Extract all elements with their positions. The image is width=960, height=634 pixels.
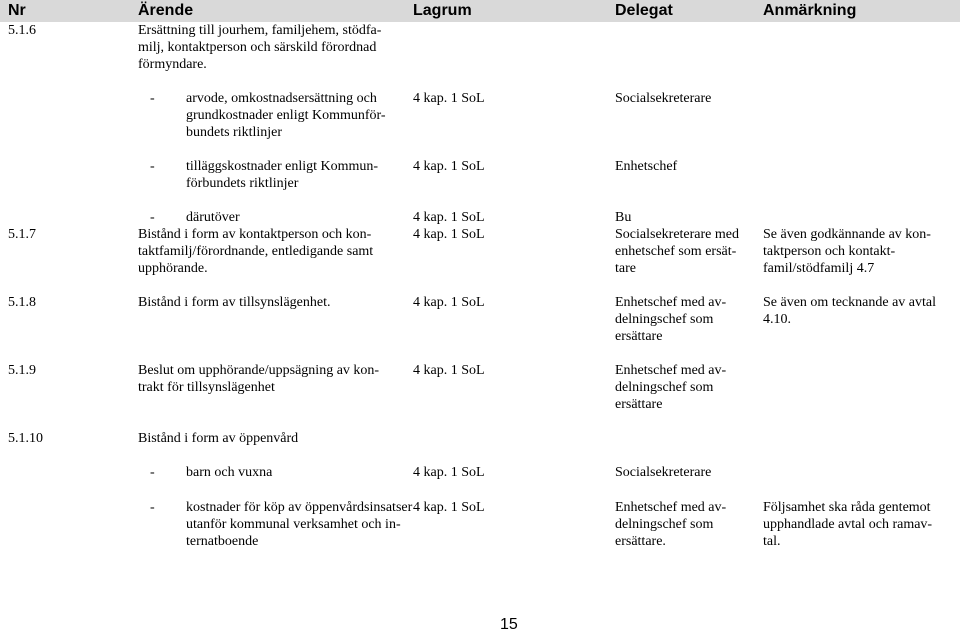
row-lagrum: 4 kap. 1 SoL bbox=[413, 465, 485, 480]
row-lagrum: 4 kap. 1 SoL bbox=[413, 210, 485, 225]
row-delegat: delningschef som bbox=[615, 517, 714, 532]
row-arende: Bistånd i form av kontaktperson och kon- bbox=[138, 227, 372, 242]
row-arende: utanför kommunal verksamhet och in- bbox=[186, 517, 401, 532]
row-delegat: ersättare. bbox=[615, 534, 666, 549]
row-lagrum: 4 kap. 1 SoL bbox=[413, 91, 485, 106]
list-dash: - bbox=[150, 159, 155, 174]
row-nr: 5.1.8 bbox=[8, 295, 36, 310]
row-delegat: enhetschef som ersät- bbox=[615, 244, 737, 259]
row-delegat: Bu bbox=[615, 210, 632, 225]
row-nr: 5.1.7 bbox=[8, 227, 36, 242]
row-nr: 5.1.6 bbox=[8, 23, 36, 38]
row-delegat: Socialsekreterare med bbox=[615, 227, 739, 242]
row-lagrum: 4 kap. 1 SoL bbox=[413, 363, 485, 378]
row-lagrum: 4 kap. 1 SoL bbox=[413, 159, 485, 174]
row-arende: bundets riktlinjer bbox=[186, 125, 283, 140]
col-header-arende: Ärende bbox=[138, 2, 194, 19]
row-anmarkning: Se även om tecknande av avtal bbox=[763, 295, 936, 310]
row-arende: förbundets riktlinjer bbox=[186, 176, 299, 191]
row-arende: barn och vuxna bbox=[186, 465, 273, 480]
row-arende: milj, kontaktperson och särskild förordnad bbox=[138, 40, 377, 55]
row-arende: grundkostnader enligt Kommunför- bbox=[186, 108, 386, 123]
list-dash: - bbox=[150, 91, 155, 106]
row-arende: därutöver bbox=[186, 210, 240, 225]
row-delegat: Socialsekreterare bbox=[615, 465, 712, 480]
row-lagrum: 4 kap. 1 SoL bbox=[413, 227, 485, 242]
row-arende: ternatboende bbox=[186, 534, 259, 549]
list-dash: - bbox=[150, 210, 155, 225]
row-nr: 5.1.9 bbox=[8, 363, 36, 378]
row-delegat: delningschef som bbox=[615, 312, 714, 327]
row-delegat: Enhetschef med av- bbox=[615, 500, 727, 515]
row-arende: Ersättning till jourhem, familjehem, stödfa- bbox=[138, 23, 382, 38]
row-nr: 5.1.10 bbox=[8, 431, 43, 446]
row-arende: kostnader för köp av öppenvårdsinsatser bbox=[186, 500, 413, 515]
row-anmarkning: Följsamhet ska råda gentemot bbox=[763, 500, 931, 515]
row-anmarkning: famil/stödfamilj 4.7 bbox=[763, 261, 875, 276]
row-delegat: Enhetschef med av- bbox=[615, 363, 727, 378]
row-anmarkning: tal. bbox=[763, 534, 781, 549]
list-dash: - bbox=[150, 465, 155, 480]
row-arende: tilläggskostnader enligt Kommun- bbox=[186, 159, 379, 174]
row-lagrum: 4 kap. 1 SoL bbox=[413, 295, 485, 310]
row-lagrum: 4 kap. 1 SoL bbox=[413, 500, 485, 515]
row-delegat: Socialsekreterare bbox=[615, 91, 712, 106]
row-delegat: Enhetschef med av- bbox=[615, 295, 727, 310]
row-arende: upphörande. bbox=[138, 261, 208, 276]
row-delegat: delningschef som bbox=[615, 380, 714, 395]
row-anmarkning: taktperson och kontakt- bbox=[763, 244, 896, 259]
page-number: 15 bbox=[500, 616, 518, 633]
row-delegat: Enhetschef bbox=[615, 159, 678, 174]
row-arende: arvode, omkostnadsersättning och bbox=[186, 91, 377, 106]
row-delegat: tare bbox=[615, 261, 636, 276]
list-dash: - bbox=[150, 500, 155, 515]
col-header-delegat: Delegat bbox=[615, 2, 673, 19]
row-arende: Beslut om upphörande/uppsägning av kon- bbox=[138, 363, 380, 378]
col-header-lagrum: Lagrum bbox=[413, 2, 472, 19]
row-anmarkning: upphandlade avtal och ramav- bbox=[763, 517, 933, 532]
row-arende: taktfamilj/förordnande, entledigande samt bbox=[138, 244, 374, 259]
col-header-anmarkning: Anmärkning bbox=[763, 2, 857, 19]
row-arende: Bistånd i form av tillsynslägenhet. bbox=[138, 295, 331, 310]
row-arende: Bistånd i form av öppenvård bbox=[138, 431, 299, 446]
col-header-nr: Nr bbox=[8, 2, 26, 19]
table-header bbox=[0, 0, 960, 22]
row-delegat: ersättare bbox=[615, 397, 663, 412]
row-arende: trakt för tillsynslägenhet bbox=[138, 380, 275, 395]
row-anmarkning: Se även godkännande av kon- bbox=[763, 227, 931, 242]
row-arende: förmyndare. bbox=[138, 57, 207, 72]
row-anmarkning: 4.10. bbox=[763, 312, 791, 327]
row-delegat: ersättare bbox=[615, 329, 663, 344]
